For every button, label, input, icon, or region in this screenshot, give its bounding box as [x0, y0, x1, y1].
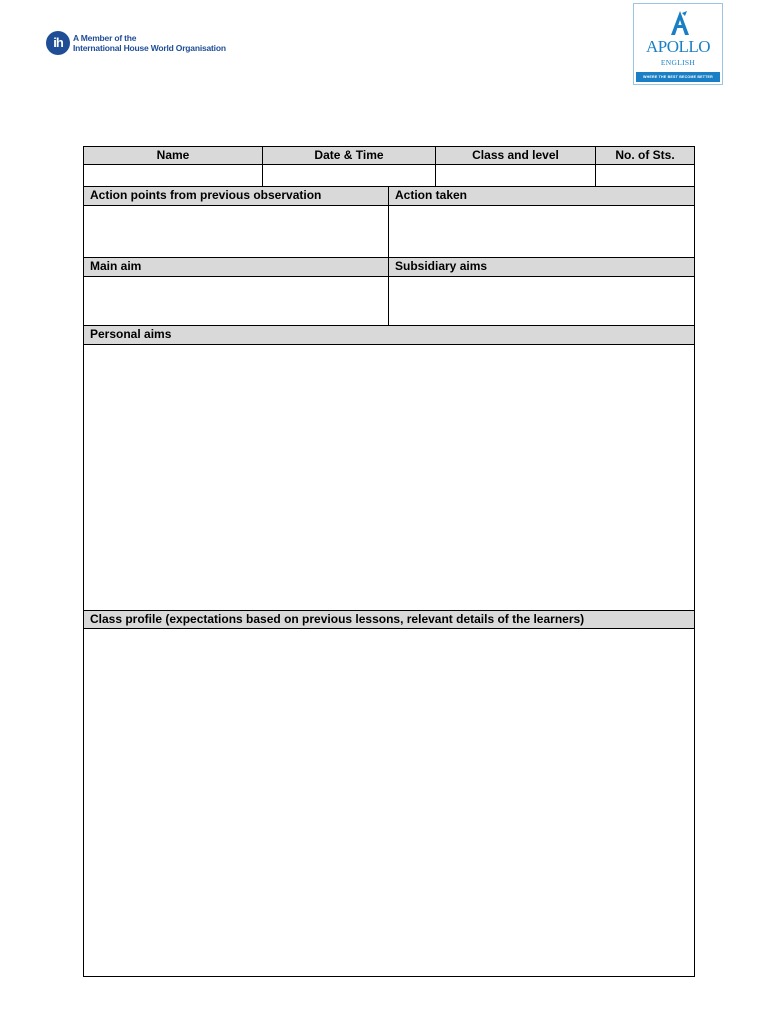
students-count-field[interactable] — [595, 164, 695, 187]
observation-form — [83, 146, 695, 977]
ih-membership-text — [73, 33, 226, 53]
subsidiary-aims-header: Subsidiary aims — [388, 257, 695, 277]
date-time-header: Date & Time — [262, 146, 436, 165]
subsidiary-aims-field[interactable] — [388, 276, 695, 326]
action-taken-header: Action taken — [388, 186, 695, 206]
apollo-english-logo — [633, 3, 723, 85]
apollo-name: APOLLO — [645, 37, 711, 56]
name-header: Name — [83, 146, 263, 165]
apollo-a-icon — [670, 10, 690, 36]
main-aim-header: Main aim — [83, 257, 389, 277]
ih-logo-icon: ih — [46, 31, 70, 55]
main-aim-field[interactable] — [83, 276, 389, 326]
students-count-header: No. of Sts. — [595, 146, 695, 165]
ih-line-1: A Member of the — [73, 33, 137, 43]
ih-logo — [46, 31, 226, 55]
apollo-tagline: WHERE THE BEST BECOME BETTER — [636, 72, 720, 82]
name-field[interactable] — [83, 164, 263, 187]
ih-line-2: International House World Organisation — [73, 43, 226, 53]
action-taken-field[interactable] — [388, 205, 695, 258]
class-profile-header: Class profile (expectations based on previous lessons, relevant details of the learners) — [83, 610, 695, 629]
action-points-header: Action points from previous observation — [83, 186, 389, 206]
class-level-field[interactable] — [435, 164, 596, 187]
class-profile-field[interactable] — [83, 628, 695, 977]
personal-aims-field[interactable] — [83, 344, 695, 611]
personal-aims-header: Personal aims — [83, 325, 695, 345]
date-time-field[interactable] — [262, 164, 436, 187]
action-points-field[interactable] — [83, 205, 389, 258]
class-level-header: Class and level — [435, 146, 596, 165]
apollo-subtitle: ENGLISH — [660, 58, 696, 67]
